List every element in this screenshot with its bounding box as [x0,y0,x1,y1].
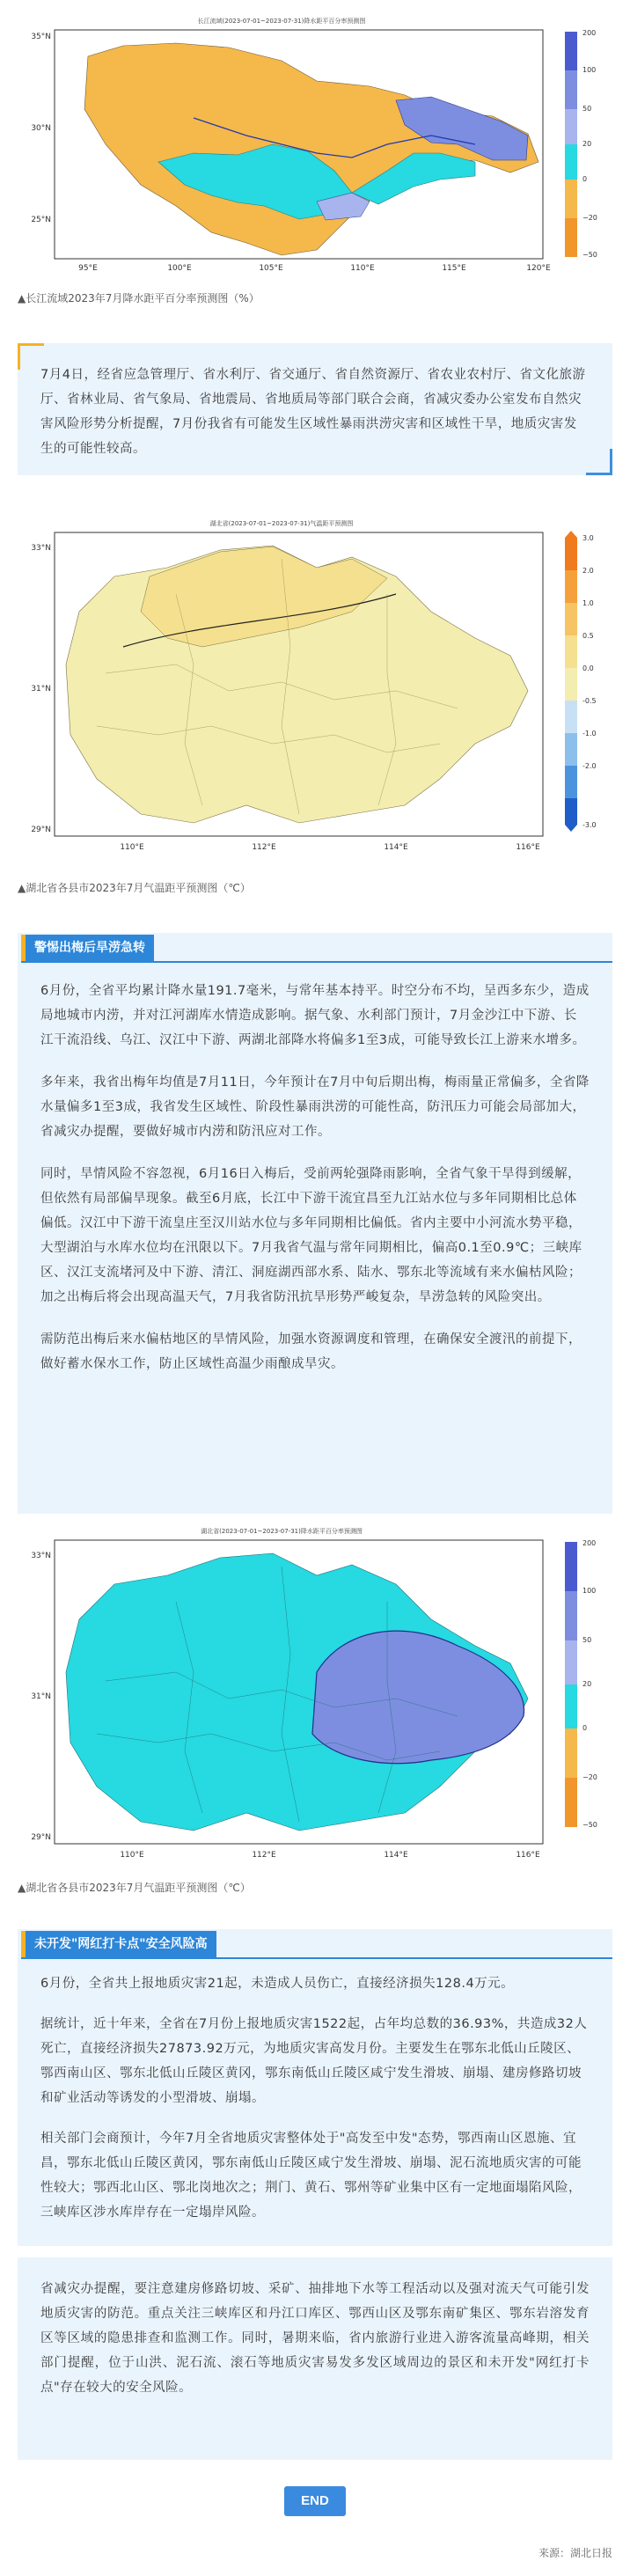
svg-text:112°E: 112°E [252,1851,276,1860]
intro-box [18,343,612,475]
svg-text:31°N: 31°N [31,685,51,694]
section1-body [40,979,590,1376]
svg-text:105°E: 105°E [259,264,283,273]
map1-x-ticks [78,264,551,273]
svg-text:110°E: 110°E [120,1851,144,1860]
corner-decoration-top-left [18,343,44,370]
map3-colorbar [565,1542,577,1827]
fig3-caption: ▲湖北省各县市2023年7月气温距平预测图（℃） [18,1882,251,1894]
svg-text:116°E: 116°E [516,1851,540,1860]
outro-text: 省减灾办提醒，要注意建房修路切坡、采矿、抽排地下水等工程活动以及强对流天气可能引发地质灾害的防范。重点关注三峡库区和丹江口库区、鄂西山区及鄂东南矿集区、鄂东岩溶发育区等区域的隐患排查和监测工作。同时，暑期来临，省内旅游行业进入游客流量高峰期，相关部门提醒，位于山洪、泥石流、滚石等地质灾害易发多发区域周边的景区和未开发"网红打卡点"存在较大的安全风险。 [40,2282,590,2395]
outro-panel [18,2257,612,2460]
fig1-caption: ▲长江流域2023年7月降水距平百分率预测图（%） [18,292,260,305]
svg-text:33°N: 33°N [31,1552,51,1560]
map2-x-ticks [120,843,540,852]
svg-text:50: 50 [582,105,592,113]
svg-text:3.0: 3.0 [582,534,594,542]
section1-paragraph: 多年来，我省出梅年均值是7月11日，今年预计在7月中旬后期出梅，梅雨量正常偏多，全省降水量偏多1至3成，我省发生区域性、阶段性暴雨洪涝的可能性高，防汛压力可能会局部加大，省减灾办提醒，要做好城市内涝和防汛应对工作。 [40,1075,590,1139]
section2-body [40,1971,590,2225]
svg-text:200: 200 [582,1539,597,1547]
hubei-precip-map [18,1523,612,1875]
corner-decoration-bottom-right [586,449,612,475]
svg-text:114°E: 114°E [384,1851,408,1860]
map1-colorbar-labels [582,29,597,259]
svg-text:0.5: 0.5 [582,632,594,640]
svg-text:116°E: 116°E [516,843,540,852]
hubei-temp-svg [18,515,612,871]
map-title: 湖北省(2023-07-01~2023-07-31)降水距平百分率预测图 [201,1528,363,1535]
section1-paragraph: 需防范出梅后来水偏枯地区的旱情风险，加强水资源调度和管理，在确保安全渡汛的前提下，做好蓄水保水工作，防止区域性高温少雨酿成旱灾。 [40,1332,582,1371]
hubei-precip-svg [18,1523,612,1875]
section1-tag: 警惕出梅后旱涝急转 [21,935,154,961]
intro-text: 7月4日，经省应急管理厅、省水利厅、省交通厅、省自然资源厅、省农业农村厅、省文化旅游厅、省林业局、省气象局、省地震局、省地质局等部门联合会商，省减灾委办公室发布自然灾害风险形势分析提醒，7月份我省有可能发生区域性暴雨洪涝灾害和区域性干旱，地质灾害发生的可能性较高。 [40,368,586,456]
section1-paragraph: 6月份，全省平均累计降水量191.7毫米，与常年基本持平。时空分布不均，呈西多东少，造成局地城市内涝，并对江河湖库水情造成影响。据气象、水利部门预计，7月金沙江中下游、长江干流沿线、乌江、汉江中下游、两湖北部降水将偏多1至3成，可能导致长江上游来水增多。 [40,984,590,1047]
section2-paragraph: 据统计，近十年来，全省在7月份上报地质灾害1522起，占年均总数的36.93%，共造成32人死亡，直接经济损失27873.92万元，为地质灾害高发月份。主要发生在鄂东北低山丘陵区、鄂西南山区、鄂东北低山丘陵区黄冈，鄂东南低山丘陵区咸宁发生滑坡、崩塌、建房修路切坡和矿业活动等诱发的小型滑坡、崩塌。 [40,2017,588,2105]
svg-text:100: 100 [582,66,597,74]
svg-text:95°E: 95°E [78,264,98,273]
source-credit: 来源：湖北日报 [538,2547,612,2559]
svg-text:112°E: 112°E [252,843,276,852]
map2-colorbar [565,531,577,832]
svg-text:0.0: 0.0 [582,664,594,672]
svg-text:110°E: 110°E [120,843,144,852]
svg-text:200: 200 [582,29,597,37]
svg-text:29°N: 29°N [31,826,51,834]
map1-colorbar [565,32,577,257]
map2-y-ticks [31,544,51,834]
map3-colorbar-labels [582,1539,597,1829]
svg-text:20: 20 [582,140,592,148]
section2-paragraph: 相关部门会商预计，今年7月全省地质灾害整体处于"高发至中发"态势，鄂西南山区恩施、宜昌，鄂东北低山丘陵区黄冈，鄂东南低山丘陵区咸宁发生滑坡、崩塌、泥石流地质灾害的可能性较大；鄂西北山区、鄂北岗地次之；荆门、黄石、鄂州等矿业集中区有一定地面塌陷风险，三峡库区涉水库岸存在一定塌岸风险。 [40,2132,582,2220]
svg-text:-3.0: -3.0 [582,821,597,829]
svg-text:−50: −50 [582,251,597,259]
svg-text:120°E: 120°E [526,264,551,273]
svg-text:114°E: 114°E [384,843,408,852]
svg-text:1.0: 1.0 [582,599,594,607]
yangtze-map-svg [18,12,612,276]
map3-x-ticks [120,1851,540,1860]
map-title: 湖北省(2023-07-01~2023-07-31)气温距平预测图 [209,520,354,527]
fig2-caption: ▲湖北省各县市2023年7月气温距平预测图（℃） [18,882,251,894]
svg-text:20: 20 [582,1680,592,1688]
svg-text:25°N: 25°N [31,216,51,224]
end-badge: END [284,2486,346,2516]
svg-text:115°E: 115°E [442,264,466,273]
map3-y-ticks [31,1552,51,1842]
section2-underline [21,1957,612,1959]
svg-text:-1.0: -1.0 [582,730,597,738]
section2-paragraph: 6月份，全省共上报地质灾害21起，未造成人员伤亡，直接经济损失128.4万元。 [40,1977,515,1991]
svg-text:50: 50 [582,1636,592,1644]
section1-underline [21,961,612,963]
svg-text:31°N: 31°N [31,1692,51,1701]
svg-text:2.0: 2.0 [582,567,594,575]
svg-text:−20: −20 [582,1773,597,1781]
svg-text:0: 0 [582,1724,588,1732]
section2-tag: 未开发"网红打卡点"安全风险高 [21,1931,216,1957]
yangtze-precip-map [18,12,612,276]
svg-text:−20: −20 [582,214,597,222]
svg-text:0: 0 [582,175,588,183]
map-title: 长江流域(2023-07-01~2023-07-31)降水距平百分率预测图 [197,18,366,25]
svg-text:33°N: 33°N [31,544,51,553]
section1-paragraph: 同时，旱情风险不容忽视，6月16日入梅后，受前两轮强降雨影响，全省气象干旱得到缓解，但依然有局部偏旱现象。截至6月底，长江中下游干流宜昌至九江站水位与多年同期相比总体偏低。汉江中下游干流皇庄至汉川站水位与多年同期相比偏低。省内主要中小河流水势平稳，大型湖泊与水库水位均在汛限以下。7月我省气温与常年同期相比，偏高0.1至0.9℃；三峡库区、汉江支流堵河及中下游、清江、洞庭湖西部水系、陆水、鄂东北等流域有来水偏枯风险；加之出梅后将会出现高温天气，7月我省防汛抗旱形势严峻复杂，旱涝急转的风险突出。 [40,1167,582,1304]
svg-text:-0.5: -0.5 [582,697,597,705]
svg-text:30°N: 30°N [31,124,51,133]
svg-text:100: 100 [582,1587,597,1595]
map2-colorbar-labels [582,534,597,829]
svg-text:100°E: 100°E [167,264,192,273]
svg-text:-2.0: -2.0 [582,762,597,770]
svg-text:35°N: 35°N [31,33,51,41]
svg-text:110°E: 110°E [350,264,375,273]
svg-text:29°N: 29°N [31,1833,51,1842]
map1-y-ticks [31,33,51,224]
svg-text:−50: −50 [582,1821,597,1829]
hubei-temp-map [18,515,612,871]
